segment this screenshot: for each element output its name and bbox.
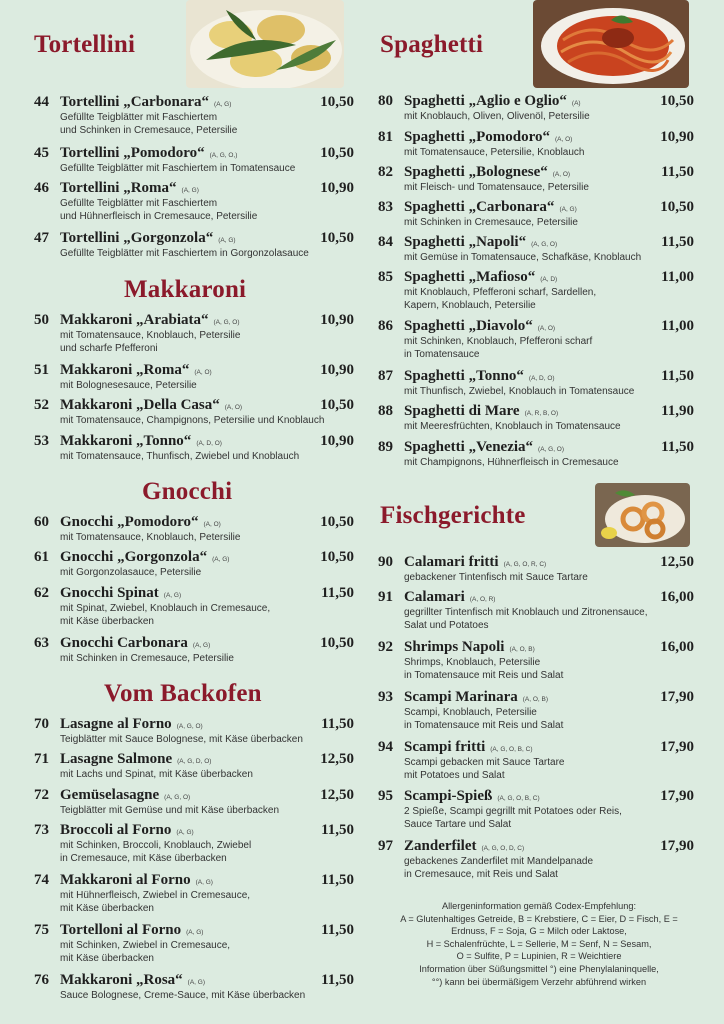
item-price: 11,50 (661, 234, 694, 250)
item-allergens: (A, G) (176, 829, 194, 836)
item-name: Gnocchi „Pomodoro“ (60, 514, 199, 530)
item-description: mit Schinken in Cremesauce, Petersilie (60, 653, 234, 664)
item-description: mit Meeresfrüchten, Knoblauch in Tomatensauce (404, 421, 621, 432)
item-number: 95 (378, 788, 393, 804)
item-description: mit Gemüse in Tomatensauce, Schafkäse, Knoblauch (404, 252, 642, 263)
item-price: 16,00 (660, 639, 694, 655)
item-number: 47 (34, 230, 49, 246)
item-number: 44 (34, 94, 49, 110)
item-price: 10,50 (320, 397, 354, 413)
item-number: 91 (378, 589, 393, 605)
item-allergens: (A, O, R) (469, 596, 496, 603)
section-title-tortellini: Tortellini (34, 31, 136, 58)
menu-item (378, 554, 694, 585)
item-number: 81 (378, 129, 393, 145)
section-title-gnocchi: Gnocchi (142, 478, 233, 505)
item-description: mit Schinken, Broccoli, Knoblauch, Zwiebel in Cremesauce, mit Käse überbacken (60, 840, 252, 864)
item-price: 10,50 (320, 635, 354, 651)
item-price: 10,50 (320, 514, 354, 530)
item-description: Gefüllte Teigblätter mit Faschiertem in Gorgonzolasauce (60, 248, 309, 259)
item-number: 50 (34, 312, 49, 328)
item-name: Spaghetti „Mafioso“ (404, 269, 536, 285)
item-number: 82 (378, 164, 393, 180)
item-price: 17,90 (660, 838, 694, 854)
item-name: Scampi Marinara (404, 689, 518, 705)
item-allergens: (A, G, O, B, C) (490, 746, 533, 753)
item-price: 11,50 (321, 585, 354, 601)
item-description: mit Thunfisch, Zwiebel, Knoblauch in Tomatensauce (404, 386, 635, 397)
calamari-photo (595, 483, 690, 547)
item-price: 10,50 (320, 145, 354, 161)
item-name: Spaghetti di Mare (404, 403, 520, 419)
item-allergens: (A, G) (187, 979, 206, 986)
item-number: 88 (378, 403, 393, 419)
menu-item (34, 922, 354, 965)
item-allergens: (A, G) (195, 879, 213, 886)
item-allergens: (A, O) (224, 404, 243, 411)
item-allergens: (A, G) (192, 642, 211, 649)
item-allergens: (A, G, O) (176, 723, 203, 730)
item-price: 17,90 (660, 788, 694, 804)
item-number: 63 (34, 635, 49, 651)
item-name: Gnocchi „Gorgonzola“ (60, 549, 208, 565)
item-description: mit Knoblauch, Pfefferoni scharf, Sardellen, Kapern, Knoblauch, Petersilie (404, 287, 597, 311)
item-description: 2 Spieße, Scampi gegrillt mit Potatoes oder Reis, Sauce Tartare und Salat (404, 806, 622, 830)
item-description: Scampi gebacken mit Sauce Tartare mit Potatoes und Salat (404, 757, 565, 781)
item-allergens: (A, G) (559, 206, 577, 213)
item-description: mit Hühnerfleisch, Zwiebel in Cremesauce, mit Käse überbacken (60, 890, 251, 914)
item-number: 94 (378, 739, 393, 755)
item-price: 10,50 (320, 94, 354, 110)
item-description: mit Tomatensauce, Knoblauch, Petersilie und scharfe Pfefferoni (60, 330, 241, 354)
item-description: mit Champignons, Hühnerfleisch in Cremesauce (404, 457, 619, 468)
menu-item (378, 639, 694, 682)
menu-item (34, 751, 354, 782)
menu-item (34, 787, 354, 818)
item-price: 11,00 (661, 269, 694, 285)
item-name: Calamari fritti (404, 554, 499, 570)
item-description: Scampi, Knoblauch, Petersilie in Tomatensauce mit Reis und Salat (404, 707, 564, 731)
item-allergens: (A) (571, 100, 581, 107)
menu-item (378, 439, 694, 470)
item-allergens: (A, G) (218, 237, 236, 244)
item-price: 12,50 (320, 751, 354, 767)
item-price: 10,90 (320, 180, 354, 196)
item-number: 62 (34, 585, 49, 601)
menu-item (34, 585, 354, 628)
item-name: Gnocchi Carbonara (60, 635, 188, 651)
item-price: 11,50 (321, 716, 354, 732)
menu-item (34, 716, 354, 747)
item-number: 90 (378, 554, 393, 570)
item-allergens: (A, G, D, O) (177, 758, 212, 765)
item-price: 11,50 (321, 872, 354, 888)
menu-item (34, 312, 354, 355)
item-name: Tortellini „Gorgonzola“ (60, 230, 214, 246)
section-title-spaghetti: Spaghetti (380, 31, 484, 58)
allergen-line: A = Glutenhaltiges Getreide, B = Krebstiere, C = Eier, D = Fisch, E = (400, 913, 678, 924)
item-name: Broccoli al Forno (60, 822, 172, 838)
item-description: mit Fleisch- und Tomatensauce, Petersilie (404, 182, 589, 193)
item-name: Makkaroni „Rosa“ (60, 972, 183, 988)
spaghetti-photo (533, 0, 689, 88)
item-description: mit Spinat, Zwiebel, Knoblauch in Cremesauce, mit Käse überbacken (60, 603, 271, 627)
item-name: Gnocchi Spinat (60, 585, 159, 601)
item-name: Tortellini „Roma“ (60, 180, 177, 196)
item-number: 75 (34, 922, 49, 938)
menu-item (378, 269, 694, 312)
menu-item (378, 739, 694, 782)
item-allergens: (A, G, O,) (209, 152, 238, 159)
item-description: mit Tomatensauce, Petersilie, Knoblauch (404, 147, 585, 158)
item-description: Gefüllte Teigblätter mit Faschiertem in Tomatensauce (60, 163, 296, 174)
item-allergens: (A, G) (186, 929, 204, 936)
item-price: 11,00 (661, 318, 694, 334)
menu-item (34, 94, 354, 137)
item-description: mit Tomatensauce, Thunfisch, Zwiebel und Knoblauch (60, 451, 300, 462)
item-name: Makkaroni „Arabiata“ (60, 312, 209, 328)
menu-item (34, 145, 354, 176)
item-name: Tortellini „Pomodoro“ (60, 145, 205, 161)
item-name: Tortellini „Carbonara“ (60, 94, 210, 110)
item-description: gegrillter Tintenfisch mit Knoblauch und Zitronensauce, Salat und Potatoes (404, 607, 648, 631)
item-name: Shrimps Napoli (404, 639, 505, 655)
item-allergens: (A, O, B) (509, 646, 535, 653)
menu-item (378, 788, 694, 831)
item-allergens: (A, D, O) (528, 375, 555, 382)
item-number: 84 (378, 234, 393, 250)
item-price: 11,50 (321, 822, 354, 838)
item-allergens: (A, O, B) (522, 696, 549, 703)
item-allergens: (A, G) (163, 592, 182, 599)
item-price: 11,50 (661, 164, 694, 180)
item-number: 53 (34, 433, 49, 449)
item-number: 89 (378, 439, 393, 455)
item-number: 86 (378, 318, 393, 334)
item-description: mit Gorgonzolasauce, Petersilie (60, 567, 202, 578)
item-price: 16,00 (660, 589, 694, 605)
menu-item (34, 872, 354, 915)
menu-item (378, 164, 694, 195)
item-allergens: (A, G) (181, 187, 199, 194)
item-name: Lasagne al Forno (60, 716, 172, 732)
item-name: Spaghetti „Aglio e Oglio“ (404, 93, 567, 109)
menu-item (34, 230, 354, 261)
item-allergens: (A, G, O) (213, 319, 240, 326)
item-price: 17,90 (660, 689, 694, 705)
allergen-line: O = Sulfite, P = Lupinien, R = Weichtiere (456, 951, 622, 962)
menu-item (378, 368, 694, 399)
item-name: Scampi fritti (404, 739, 486, 755)
item-description: Shrimps, Knoblauch, Petersilie in Tomatensauce mit Reis und Salat (404, 657, 564, 681)
item-name: Calamari (404, 589, 465, 605)
item-number: 71 (34, 751, 49, 767)
item-number: 76 (34, 972, 49, 988)
item-name: Spaghetti „Tonno“ (404, 368, 524, 384)
item-price: 11,50 (661, 368, 694, 384)
item-allergens: (A, O) (194, 369, 212, 376)
item-name: Scampi-Spieß (404, 788, 493, 804)
item-number: 73 (34, 822, 49, 838)
item-description: gebackener Tintenfisch mit Sauce Tartare (404, 572, 588, 583)
item-price: 11,90 (661, 403, 694, 419)
allergen-line: °°) kann bei übermäßigem Verzehr abführend wirken (431, 976, 647, 987)
item-allergens: (A, G, O) (164, 794, 191, 801)
menu-item (34, 635, 354, 666)
item-number: 74 (34, 872, 49, 888)
item-number: 70 (34, 716, 49, 732)
menu-item (378, 199, 694, 230)
item-allergens: (A, O) (552, 171, 571, 178)
menu-item (34, 433, 354, 464)
item-name: Spaghetti „Bolognese“ (404, 164, 548, 180)
item-allergens: (A, O) (554, 136, 573, 143)
item-price: 10,90 (320, 433, 354, 449)
item-price: 17,90 (660, 739, 694, 755)
item-price: 10,90 (320, 362, 354, 378)
item-number: 97 (378, 838, 393, 854)
item-name: Zanderfilet (404, 838, 477, 854)
section-title-backofen: Vom Backofen (104, 680, 262, 707)
allergen-line: Information über Süßungsmittel °) eine Phenylalaninquelle, (419, 963, 659, 974)
item-allergens: (A, G, O, R, C) (503, 561, 547, 568)
item-price: 11,50 (321, 922, 354, 938)
item-price: 10,90 (660, 129, 694, 145)
item-price: 10,50 (660, 93, 694, 109)
item-price: 10,50 (660, 199, 694, 215)
item-name: Spaghetti „Napoli“ (404, 234, 527, 250)
item-name: Makkaroni „Della Casa“ (60, 397, 220, 413)
menu-item (34, 822, 354, 865)
item-number: 87 (378, 368, 393, 384)
menu-item (378, 589, 694, 632)
item-name: Gemüselasagne (60, 787, 160, 803)
item-description: mit Lachs und Spinat, mit Käse überbacken (60, 769, 253, 780)
item-price: 10,50 (320, 549, 354, 565)
item-description: mit Schinken, Zwiebel in Cremesauce, mit Käse überbacken (60, 940, 231, 964)
item-number: 93 (378, 689, 393, 705)
item-number: 60 (34, 514, 49, 530)
menu-item (378, 93, 694, 124)
item-description: mit Schinken in Cremesauce, Petersilie (404, 217, 578, 228)
item-name: Spaghetti „Pomodoro“ (404, 129, 550, 145)
item-number: 85 (378, 269, 393, 285)
item-allergens: (A, R, B, O) (524, 410, 559, 417)
item-price: 10,90 (320, 312, 354, 328)
item-description: Gefüllte Teigblätter mit Faschiertem und Hühnerfleisch in Cremesauce, Petersilie (60, 198, 258, 222)
section-title-fisch: Fischgerichte (380, 502, 526, 529)
menu-item (34, 180, 354, 223)
menu-item (378, 234, 694, 265)
item-number: 46 (34, 180, 49, 196)
allergen-information (384, 900, 694, 988)
item-allergens: (A, G, O) (531, 241, 558, 248)
item-allergens: (A, O) (537, 325, 556, 332)
item-allergens: (A, G, O, D, C) (481, 845, 525, 852)
item-name: Makkaroni „Roma“ (60, 362, 190, 378)
item-number: 92 (378, 639, 393, 655)
item-description: mit Tomatensauce, Champignons, Petersilie und Knoblauch (60, 415, 325, 426)
item-price: 10,50 (320, 230, 354, 246)
item-allergens: (A, G) (214, 101, 232, 108)
item-number: 52 (34, 397, 49, 413)
allergen-line: Allergeninformation gemäß Codex-Empfehlung: (441, 901, 637, 911)
item-description: mit Bolognesesauce, Petersilie (60, 380, 197, 391)
item-allergens: (A, O) (203, 521, 221, 528)
item-number: 72 (34, 787, 49, 803)
menu-item (378, 403, 694, 434)
item-number: 61 (34, 549, 49, 565)
menu-item (34, 362, 354, 393)
item-description: gebackenes Zanderfilet mit Mandelpanade in Cremesauce, mit Reis und Salat (404, 856, 594, 880)
item-price: 11,50 (321, 972, 354, 988)
item-allergens: (A, D) (540, 276, 558, 283)
item-allergens: (A, G) (212, 556, 230, 563)
item-price: 12,50 (660, 554, 694, 570)
menu-item (378, 129, 694, 160)
item-number: 51 (34, 362, 49, 378)
item-name: Makkaroni al Forno (60, 872, 191, 888)
allergen-line: H = Schalenfrüchte, L = Sellerie, M = Senf, N = Sesam, (426, 938, 652, 949)
item-description: Teigblätter mit Sauce Bolognese, mit Käse überbacken (60, 734, 303, 745)
menu-item (34, 972, 354, 1003)
item-name: Lasagne Salmone (60, 751, 173, 767)
item-name: Makkaroni „Tonno“ (60, 433, 192, 449)
item-allergens: (A, D, O) (196, 440, 222, 447)
menu-item (378, 318, 694, 361)
menu-item (34, 514, 354, 545)
section-title-makkaroni: Makkaroni (124, 276, 247, 303)
item-number: 45 (34, 145, 49, 161)
menu-item (34, 549, 354, 580)
item-description: Sauce Bolognese, Creme-Sauce, mit Käse überbacken (60, 990, 306, 1001)
menu-item (34, 397, 354, 428)
item-description: mit Tomatensauce, Knoblauch, Petersilie (60, 532, 241, 543)
item-allergens: (A, G, O) (538, 446, 565, 453)
item-price: 12,50 (320, 787, 354, 803)
item-name: Spaghetti „Venezia“ (404, 439, 534, 455)
item-price: 11,50 (661, 439, 694, 455)
item-number: 83 (378, 199, 393, 215)
allergen-line: Erdnuss, F = Soja, G = Milch oder Laktose, (451, 926, 627, 937)
item-description: Gefüllte Teigblätter mit Faschiertem und Schinken in Cremesauce, Petersilie (60, 112, 238, 136)
tortellini-photo (186, 0, 344, 88)
menu-item (378, 689, 694, 732)
item-name: Tortelloni al Forno (60, 922, 182, 938)
item-description: Teigblätter mit Gemüse und mit Käse überbacken (60, 805, 279, 816)
item-allergens: (A, G, O, B, C) (497, 795, 540, 802)
item-description: mit Schinken, Knoblauch, Pfefferoni scharf in Tomatensauce (404, 336, 593, 360)
menu-item (378, 838, 694, 881)
item-description: mit Knoblauch, Oliven, Olivenöl, Petersilie (404, 111, 590, 122)
item-number: 80 (378, 93, 393, 109)
item-name: Spaghetti „Diavolo“ (404, 318, 533, 334)
item-name: Spaghetti „Carbonara“ (404, 199, 555, 215)
